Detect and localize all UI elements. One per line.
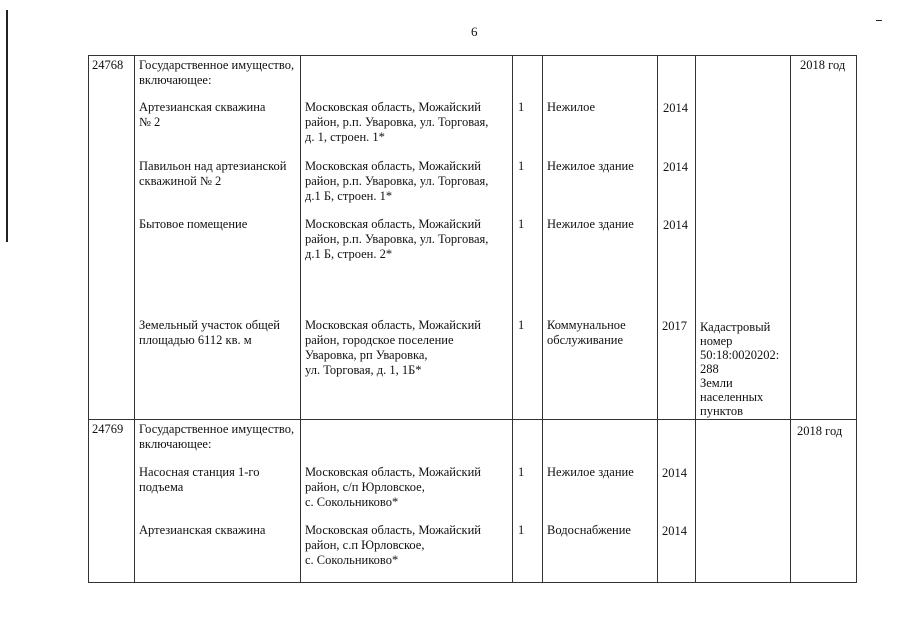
address-line: район, р.п. Уваровка, ул. Торговая, xyxy=(305,115,489,129)
item-name-line: скважиной № 2 xyxy=(139,174,222,188)
address-line: район, р.п. Уваровка, ул. Торговая, xyxy=(305,174,489,188)
note-line: населенных xyxy=(700,390,764,404)
address-line: Московская область, Можайский xyxy=(305,100,481,114)
item-name-line: Павильон над артезианской xyxy=(139,159,287,173)
purpose-line: Нежилое здание xyxy=(547,159,634,173)
year-cell: 2018 год xyxy=(800,58,846,72)
address-line: Московская область, Можайский xyxy=(305,217,481,231)
group-title-line: Государственное имущество, xyxy=(139,422,295,436)
note-line: 50:18:0020202: xyxy=(700,348,780,362)
address-line: д.1 Б, строен. 1* xyxy=(305,189,393,203)
year-built-cell: 2014 xyxy=(662,466,687,480)
group-title-line: включающее: xyxy=(139,437,212,451)
item-name-line: Артезианская скважина xyxy=(139,100,266,114)
quantity-cell: 1 xyxy=(518,100,525,114)
quantity-cell: 1 xyxy=(518,318,525,332)
address-line: Московская область, Можайский xyxy=(305,523,481,537)
note-line: пунктов xyxy=(700,404,743,418)
address-line: район, р.п. Уваровка, ул. Торговая, xyxy=(305,232,489,246)
item-name-line: подъема xyxy=(139,480,184,494)
purpose-line: Водоснабжение xyxy=(547,523,631,537)
page-number: 6 xyxy=(471,24,478,39)
quantity-cell: 1 xyxy=(518,523,525,537)
registry-id: 24768 xyxy=(92,58,124,72)
address-line: Уваровка, рп Уваровка, xyxy=(305,348,428,362)
item-name-line: площадью 6112 кв. м xyxy=(139,333,252,347)
note-line: 288 xyxy=(700,362,719,376)
purpose-line: обслуживание xyxy=(547,333,624,347)
year-built-cell: 2014 xyxy=(663,160,688,174)
year-cell: 2018 год xyxy=(797,424,843,438)
item-name-line: Насосная станция 1-го xyxy=(139,465,260,479)
address-line: район, с.п Юрловское, xyxy=(305,538,425,552)
address-line: Московская область, Можайский xyxy=(305,159,481,173)
year-built-cell: 2014 xyxy=(662,524,687,538)
address-line: район, городское поселение xyxy=(305,333,454,347)
address-line: Московская область, Можайский xyxy=(305,318,481,332)
year-built-cell: 2014 xyxy=(663,101,688,115)
scan-edge-mark xyxy=(6,10,8,242)
item-name-line: Земельный участок общей xyxy=(139,318,280,332)
quantity-cell: 1 xyxy=(518,465,525,479)
address-line: Московская область, Можайский xyxy=(305,465,481,479)
registry-id: 24769 xyxy=(92,422,124,436)
address-line: район, с/п Юрловское, xyxy=(305,480,425,494)
purpose-line: Нежилое xyxy=(547,100,596,114)
year-built-cell: 2014 xyxy=(663,218,688,232)
address-line: д. 1, строен. 1* xyxy=(305,130,385,144)
purpose-line: Нежилое здание xyxy=(547,465,634,479)
group-title-line: включающее: xyxy=(139,73,212,87)
purpose-line: Нежилое здание xyxy=(547,217,634,231)
quantity-cell: 1 xyxy=(518,217,525,231)
address-line: с. Сокольниково* xyxy=(305,495,399,509)
year-built-cell: 2017 xyxy=(662,319,687,333)
note-line: номер xyxy=(700,334,733,348)
item-name-line: Бытовое помещение xyxy=(139,217,248,231)
group-title-line: Государственное имущество, xyxy=(139,58,295,72)
item-name-line: № 2 xyxy=(139,115,161,129)
purpose-line: Коммунальное xyxy=(547,318,626,332)
quantity-cell: 1 xyxy=(518,159,525,173)
address-line: ул. Торговая, д. 1, 1Б* xyxy=(305,363,422,377)
address-line: с. Сокольниково* xyxy=(305,553,399,567)
scan-dash-mark xyxy=(876,20,882,21)
note-line: Кадастровый xyxy=(700,320,771,334)
address-line: д.1 Б, строен. 2* xyxy=(305,247,393,261)
note-line: Земли xyxy=(700,376,733,390)
item-name-line: Артезианская скважина xyxy=(139,523,266,537)
